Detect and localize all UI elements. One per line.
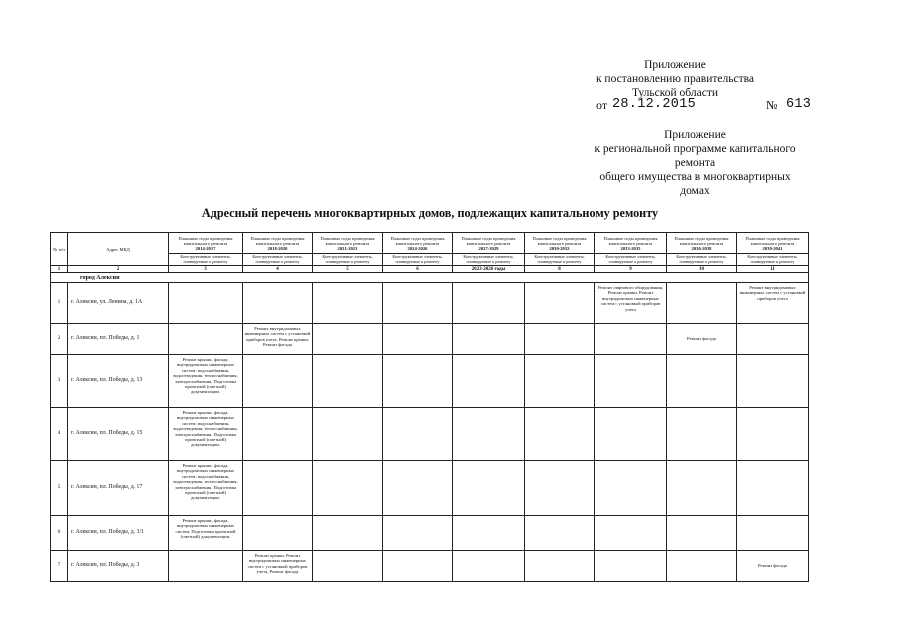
appendix2-line-2: к региональной программе капитального bbox=[594, 143, 796, 155]
col-subheader: Конструктивные элементы, планируемые к ремонту bbox=[595, 254, 667, 266]
work-cell bbox=[525, 551, 595, 582]
row-number: 2 bbox=[51, 324, 68, 355]
col-subheader: Конструктивные элементы, планируемые к ремонту bbox=[737, 254, 809, 266]
order-number-label: № bbox=[766, 98, 778, 112]
column-number: 8 bbox=[525, 266, 595, 273]
work-cell bbox=[595, 408, 667, 461]
work-cell bbox=[453, 355, 525, 408]
work-cell: Ремонт фасада bbox=[737, 551, 809, 582]
col-header-no: № п/п bbox=[51, 233, 68, 266]
col-subheader: Конструктивные элементы, планируемые к ремонту bbox=[169, 254, 243, 266]
work-cell bbox=[453, 551, 525, 582]
work-cell bbox=[667, 461, 737, 516]
col-subheader: Конструктивные элементы, планируемые к ремонту bbox=[453, 254, 525, 266]
order-line bbox=[596, 98, 826, 113]
col-subheader: Конструктивные элементы, планируемые к ремонту bbox=[383, 254, 453, 266]
order-number: 613 bbox=[786, 97, 812, 112]
col-subheader: Конструктивные элементы, планируемые к ремонту bbox=[243, 254, 313, 266]
col-header-period: Плановые годы проведения капитального ремонта 2014-2017 bbox=[169, 233, 243, 254]
appendix-block-1 bbox=[560, 58, 790, 100]
work-cell bbox=[453, 408, 525, 461]
table-row bbox=[51, 551, 809, 582]
col-header-period: Плановые годы проведения капитального ремонта 2027-2029 bbox=[453, 233, 525, 254]
order-prefix: от bbox=[596, 98, 608, 112]
work-cell bbox=[525, 516, 595, 551]
work-cell bbox=[667, 551, 737, 582]
row-number: 5 bbox=[51, 461, 68, 516]
row-address: г. Алексин, пл. Победы, д. 15 bbox=[68, 408, 169, 461]
column-number: 11 bbox=[737, 266, 809, 273]
city-label: город Алексин bbox=[80, 274, 120, 281]
row-address: г. Алексин, пл. Победы, д. 3/1 bbox=[68, 516, 169, 551]
table-row bbox=[51, 516, 809, 551]
table-row bbox=[51, 408, 809, 461]
work-cell: Ремонт крыши, Ремонт внутридомовых инженерных систем с установкой приборов учета, Ремонт фасада bbox=[243, 551, 313, 582]
column-number-row bbox=[51, 266, 809, 273]
work-cell bbox=[667, 516, 737, 551]
work-cell bbox=[525, 355, 595, 408]
row-number: 7 bbox=[51, 551, 68, 582]
col-header-period: Плановые годы проведения капитального ремонта 2030-2032 bbox=[525, 233, 595, 254]
col-header-period: Плановые годы проведения капитального ремонта 2018-2020 bbox=[243, 233, 313, 254]
col-header-period: Плановые годы проведения капитального ремонта 2024-2026 bbox=[383, 233, 453, 254]
column-number: 2 bbox=[68, 266, 169, 273]
work-cell bbox=[737, 324, 809, 355]
work-cell bbox=[667, 355, 737, 408]
row-number: 3 bbox=[51, 355, 68, 408]
table-row bbox=[51, 355, 809, 408]
col-header-period: Плановые годы проведения капитального ремонта 2039-2041 bbox=[737, 233, 809, 254]
work-cell bbox=[313, 324, 383, 355]
work-cell bbox=[243, 461, 313, 516]
work-cell bbox=[313, 461, 383, 516]
work-cell bbox=[313, 283, 383, 324]
work-cell bbox=[383, 516, 453, 551]
work-cell bbox=[383, 551, 453, 582]
buildings-table bbox=[50, 232, 809, 582]
column-number: 10 bbox=[667, 266, 737, 273]
table-row bbox=[51, 461, 809, 516]
work-cell bbox=[525, 324, 595, 355]
appendix1-line-3: Тульской области bbox=[631, 87, 718, 99]
column-number: 6 bbox=[383, 266, 453, 273]
column-number: 1 bbox=[51, 266, 68, 273]
row-number: 4 bbox=[51, 408, 68, 461]
appendix2-line-5: домах bbox=[680, 185, 710, 197]
col-subheader: Конструктивные элементы, планируемые к ремонту bbox=[313, 254, 383, 266]
table-row bbox=[51, 283, 809, 324]
work-cell bbox=[737, 461, 809, 516]
work-cell bbox=[595, 355, 667, 408]
row-address: г. Алексин, пл. Победы, д. 1 bbox=[68, 324, 169, 355]
col-subheader: Конструктивные элементы, планируемые к ремонту bbox=[667, 254, 737, 266]
work-cell bbox=[595, 551, 667, 582]
work-cell: Ремонт крыши, фасада, внутридомовых инженерных систем: водоснабжения, водоотведения, теплоснабжения, электроснабжения. Подготовка проектной (сметной) документации. bbox=[169, 408, 243, 461]
appendix2-line-4: общего имущества в многоквартирных bbox=[599, 171, 791, 183]
row-address: г. Алексин, ул. Ленина, д. 1А bbox=[68, 283, 169, 324]
column-number: 5 bbox=[313, 266, 383, 273]
work-cell bbox=[243, 355, 313, 408]
city-row bbox=[51, 273, 809, 283]
column-number: 4 bbox=[243, 266, 313, 273]
work-cell bbox=[313, 516, 383, 551]
row-address: г. Алексин, пл. Победы, д. 13 bbox=[68, 355, 169, 408]
work-cell bbox=[737, 408, 809, 461]
work-cell bbox=[667, 283, 737, 324]
row-number: 6 bbox=[51, 516, 68, 551]
column-number: 3 bbox=[169, 266, 243, 273]
work-cell: Ремонт крыши, фасада, внутридомовых инженерных систем: водоснабжения, водоотведения, теплоснабжения, электроснабжения. Подготовка проектной (сметной) документации. bbox=[169, 461, 243, 516]
col-subheader: Конструктивные элементы, планируемые к ремонту bbox=[525, 254, 595, 266]
work-cell bbox=[169, 551, 243, 582]
work-cell bbox=[313, 408, 383, 461]
work-cell bbox=[313, 551, 383, 582]
work-cell bbox=[383, 324, 453, 355]
col-header-period: Плановые годы проведения капитального ремонта 2036-2038 bbox=[667, 233, 737, 254]
appendix1-line-2: к постановлению правительства bbox=[595, 73, 755, 85]
work-cell bbox=[383, 283, 453, 324]
work-cell bbox=[453, 516, 525, 551]
table-row bbox=[51, 324, 809, 355]
work-cell: Ремонт крыши, фасада, внутридомовых инженерных систем: водоснабжения, водоотведения, теплоснабжения, электроснабжения. Подготовка проектной (сметной) документации. bbox=[169, 355, 243, 408]
work-cell bbox=[313, 355, 383, 408]
row-address: г. Алексин, пл. Победы, д. 17 bbox=[68, 461, 169, 516]
work-cell bbox=[169, 283, 243, 324]
work-cell: Ремонт внутридомовых инженерных систем с установкой приборов учета bbox=[737, 283, 809, 324]
work-cell bbox=[453, 324, 525, 355]
column-number: 2023-2026 годы bbox=[453, 266, 525, 273]
work-cell bbox=[453, 461, 525, 516]
work-cell bbox=[595, 516, 667, 551]
col-header-period: Плановые годы проведения капитального ремонта 2033-2035 bbox=[595, 233, 667, 254]
work-cell bbox=[525, 461, 595, 516]
row-number: 1 bbox=[51, 283, 68, 324]
work-cell bbox=[737, 516, 809, 551]
work-cell bbox=[383, 408, 453, 461]
appendix1-line-1: Приложение bbox=[644, 59, 706, 71]
column-number: 9 bbox=[595, 266, 667, 273]
work-cell bbox=[243, 516, 313, 551]
work-cell bbox=[525, 283, 595, 324]
appendix2-line-1: Приложение bbox=[664, 129, 726, 141]
order-date: 28.12.2015 bbox=[612, 97, 697, 112]
work-cell bbox=[453, 283, 525, 324]
document-title: Адресный перечень многоквартирных домов, подлежащих капитальному ремонту bbox=[201, 206, 659, 220]
work-cell bbox=[169, 324, 243, 355]
row-address: г. Алексин, пл. Победы, д. 3 bbox=[68, 551, 169, 582]
work-cell bbox=[737, 355, 809, 408]
col-header-period: Плановые годы проведения капитального ремонта 2021-2023 bbox=[313, 233, 383, 254]
work-cell: Ремонт фасада bbox=[667, 324, 737, 355]
work-cell bbox=[383, 461, 453, 516]
work-cell bbox=[383, 355, 453, 408]
work-cell bbox=[525, 408, 595, 461]
col-header-address: Адрес МКД bbox=[68, 233, 169, 266]
work-cell bbox=[243, 408, 313, 461]
table-header-row bbox=[51, 233, 809, 254]
work-cell bbox=[243, 283, 313, 324]
appendix-block-2 bbox=[580, 128, 810, 198]
work-cell bbox=[595, 461, 667, 516]
work-cell: Ремонт крыши, фасада, внутридомовых инженерных систем. Подготовка проектной (сметной) документации. bbox=[169, 516, 243, 551]
work-cell bbox=[667, 408, 737, 461]
work-cell bbox=[595, 324, 667, 355]
work-cell: Ремонт лифтового оборудования, Ремонт крыши, Ремонт внутридомовых инженерных систем с установкой приборов учета bbox=[595, 283, 667, 324]
appendix2-line-3: ремонта bbox=[674, 157, 716, 169]
work-cell: Ремонт внутридомовых инженерных систем с установкой приборов учета, Ремонт крыши, Ремонт фасада bbox=[243, 324, 313, 355]
